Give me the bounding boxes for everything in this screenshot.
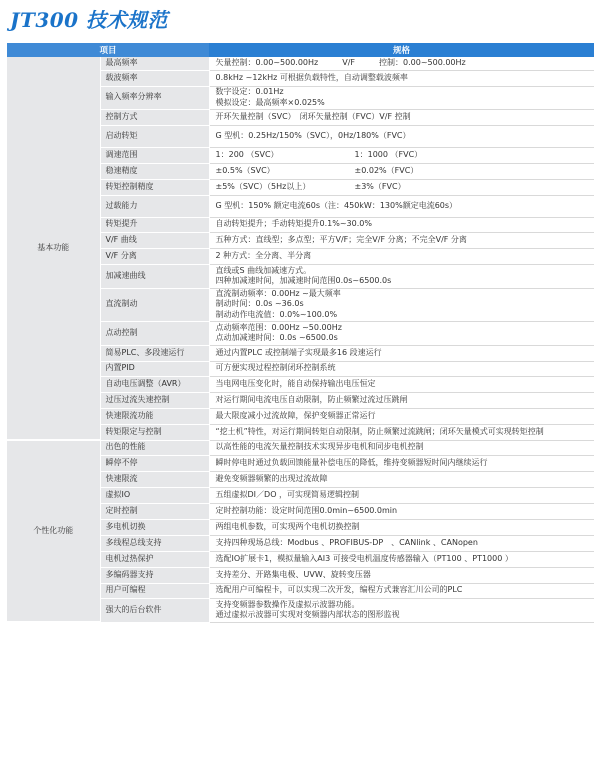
item-cell: 稳速精度 (100, 163, 209, 179)
spec-line: 避免变频器频繁的出现过流故障 (215, 473, 328, 483)
spec-cell (209, 109, 594, 125)
spec-line: 支持变频器参数操作及虚拟示波器功能。 (215, 599, 360, 609)
item-cell: 瞬停不停 (100, 455, 209, 471)
spec-line: 两组电机参数，可实现两个电机切换控制 (215, 521, 360, 531)
spec-cell (209, 598, 594, 622)
spec-cell (209, 232, 594, 248)
item-cell: 电机过热保护 (100, 551, 209, 567)
item-cell: 多电机切换 (100, 519, 209, 535)
spec-column-text: ±5%（SVC）（5Hz以上） (215, 181, 311, 191)
table-row (7, 440, 594, 455)
header-item: 项目 (7, 43, 209, 57)
table-header-row (7, 43, 594, 57)
spec-line: G 型机：0.25Hz/150%（SVC），0Hz/180%（FVC） (215, 130, 411, 140)
spec-cell (209, 551, 594, 567)
item-cell: 转矩提升 (100, 217, 209, 232)
spec-cell (209, 455, 594, 471)
spec-cell (209, 408, 594, 424)
spec-column-text: 1：200 （SVC） (215, 149, 279, 159)
item-cell: 点动控制 (100, 321, 209, 345)
item-cell: 调速范围 (100, 147, 209, 163)
spec-line: G 型机：150% 额定电流60s（注：450kW：130%额定电流60s） (215, 200, 458, 210)
spec-line: 制动时间：0.0s ~36.0s (215, 299, 304, 309)
spec-line: 直流制动频率：0.00Hz ~最大频率 (215, 288, 341, 298)
spec-cell (209, 147, 594, 163)
spec-cell (209, 392, 594, 408)
spec-line: 五组虚拟DI／DO ，可实现简易逻辑控制 (215, 489, 360, 499)
item-cell: V/F 曲线 (100, 232, 209, 248)
spec-line: 瞬时停电时通过负载回馈能量补偿电压的降低，维持变频器短时间内继续运行 (215, 457, 488, 467)
spec-table (7, 43, 594, 623)
spec-cell (209, 487, 594, 503)
spec-cell (209, 125, 594, 147)
spec-cell (209, 471, 594, 487)
spec-line: 矢量控制：0.00~500.00Hz V/F 控制：0.00~500.00Hz (215, 58, 466, 67)
spec-line: 点动加减速时间：0.0s ~6500.0s (215, 333, 338, 342)
spec-cell (209, 288, 594, 321)
item-cell: 简易PLC、多段速运行 (100, 345, 209, 361)
spec-line: 定时控制功能：设定时间范围0.0min~6500.0min (215, 505, 398, 515)
spec-cell (209, 376, 594, 392)
item-cell: 多编码器支持 (100, 567, 209, 583)
spec-line: 通过虚拟示波器可实现对变频器内部状态的图形监视 (215, 610, 400, 619)
spec-cell (209, 70, 594, 86)
spec-cell (209, 195, 594, 217)
spec-line: 五种方式：直线型；多点型；平方V/F；完全V/F 分离；不完全V/F 分离 (215, 234, 467, 244)
spec-line: 开环矢量控制（SVC） 闭环矢量控制（FVC）V/F 控制 (215, 111, 411, 121)
item-cell: 载波频率 (100, 70, 209, 86)
item-cell: 强大的后台软件 (100, 598, 209, 622)
item-cell: 过压过流失速控制 (100, 392, 209, 408)
item-cell: 虚拟IO (100, 487, 209, 503)
spec-cell (209, 345, 594, 361)
spec-cell (209, 217, 594, 232)
item-cell: 转矩控制精度 (100, 179, 209, 195)
spec-cell (209, 57, 594, 70)
spec-cell (209, 567, 594, 583)
spec-column-text: ±0.02%（FVC） (354, 165, 419, 175)
spec-line: 当电网电压变化时，能自动保持输出电压恒定 (215, 378, 376, 388)
item-cell: 定时控制 (100, 503, 209, 519)
item-cell: 输入频率分辨率 (100, 86, 209, 109)
item-cell: 加减速曲线 (100, 264, 209, 288)
spec-cell (209, 440, 594, 455)
item-cell: 自动电压调整（AVR） (100, 376, 209, 392)
spec-line: 模拟设定：最高频率×0.025% (215, 97, 325, 107)
spec-cell (209, 163, 594, 179)
spec-line: 对运行期间电流电压自动限制，防止频繁过流过压跳闸 (215, 394, 408, 404)
spec-cell (209, 264, 594, 288)
spec-line: 选配用户可编程卡，可以实现二次开发，编程方式兼容汇川公司的PLC (215, 585, 463, 595)
spec-column-text: ±3%（FVC） (354, 181, 406, 191)
spec-line: 0.8kHz ~12kHz 可根据负载特性，自动调整载波频率 (215, 72, 408, 82)
spec-line: 支持四种现场总线：Modbus 、PROFIBUS-DP 、CANlink 、CANopen (215, 537, 478, 547)
page-title: JT300 技术规范 (10, 8, 169, 32)
item-cell: 直流制动 (100, 288, 209, 321)
spec-cell (209, 583, 594, 598)
spec-cell (209, 321, 594, 345)
item-cell: 转矩限定与控制 (100, 424, 209, 440)
item-cell: 最高频率 (100, 57, 209, 70)
spec-cell (209, 424, 594, 440)
item-cell: 内置PID (100, 361, 209, 376)
spec-cell (209, 361, 594, 376)
table-body (7, 57, 594, 622)
spec-line: 可方便实现过程控制闭环控制系统 (215, 363, 336, 373)
item-cell: 快速限流 (100, 471, 209, 487)
category-cell: 基本功能 (7, 57, 100, 440)
table-row (7, 57, 594, 70)
item-cell: 出色的性能 (100, 440, 209, 455)
spec-cell (209, 86, 594, 109)
spec-line: 点动频率范围：0.00Hz ~50.00Hz (215, 322, 342, 332)
item-cell: 用户可编程 (100, 583, 209, 598)
spec-line: 最大限度减小过流故障，保护变频器正常运行 (215, 410, 376, 420)
header-spec: 规格 (209, 43, 594, 57)
spec-cell (209, 179, 594, 195)
spec-line: 以高性能的电流矢量控制技术实现异步电机和同步电机控制 (215, 442, 424, 452)
spec-line: 通过内置PLC 或控制端子实现最多16 段速运行 (215, 347, 382, 357)
item-cell: 多线程总线支持 (100, 535, 209, 551)
spec-line: 2 种方式：全分离、半分离 (215, 250, 312, 260)
category-cell: 个性化功能 (7, 440, 100, 622)
spec-line: 直线或S 曲线加减速方式。 (215, 265, 312, 275)
spec-line: 四种加减速时间，加减速时间范围0.0s~6500.0s (215, 276, 392, 285)
spec-column-text: ±0.5%（SVC） (215, 165, 275, 175)
spec-cell (209, 519, 594, 535)
item-cell: 控制方式 (100, 109, 209, 125)
item-cell: V/F 分离 (100, 248, 209, 264)
item-cell: 过载能力 (100, 195, 209, 217)
spec-line: 制动动作电流值：0.0%~100.0% (215, 309, 338, 319)
spec-cell (209, 535, 594, 551)
spec-line: 自动转矩提升；手动转矩提升0.1%~30.0% (215, 219, 372, 229)
spec-line: 选配IO扩展卡1，模拟量输入AI3 可接受电机温度传感器输入（PT100 、PT1000 ） (215, 553, 513, 563)
spec-line: “挖土机”特性，对运行期间转矩自动限制，防止频繁过流跳闸；闭环矢量模式可实现转矩控制 (215, 426, 544, 436)
spec-line: 支持差分、开路集电极、UVW、旋转变压器 (215, 569, 371, 579)
item-cell: 启动转矩 (100, 125, 209, 147)
spec-column-text: 1：1000 （FVC） (354, 149, 423, 159)
spec-line: 数字设定：0.01Hz (215, 87, 284, 96)
item-cell: 快速限流功能 (100, 408, 209, 424)
spec-cell (209, 503, 594, 519)
spec-cell (209, 248, 594, 264)
